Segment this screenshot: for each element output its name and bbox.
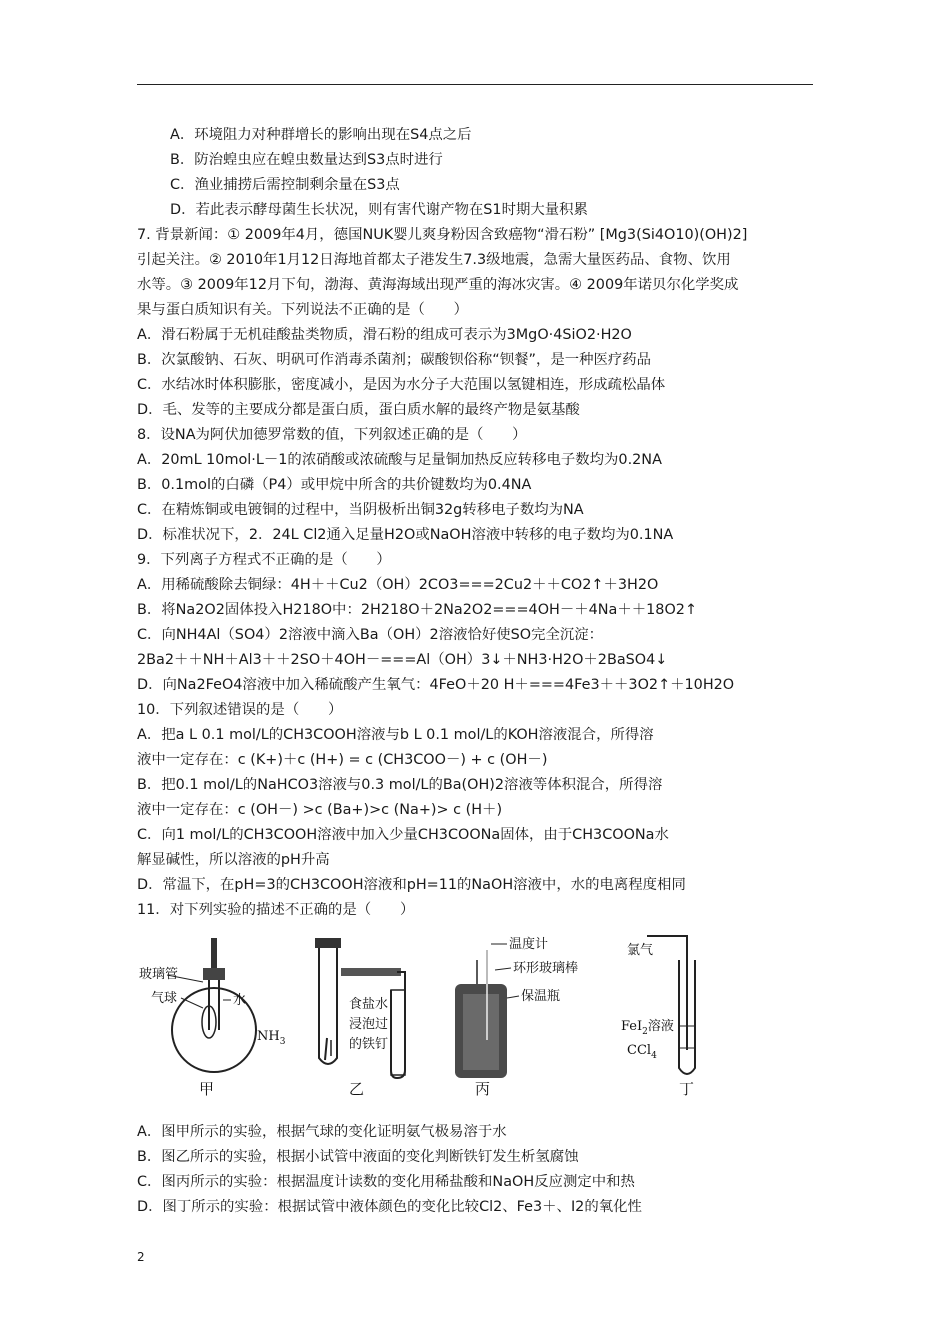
caption-ding: 丁 <box>679 1080 695 1098</box>
figure-yi <box>297 930 427 1100</box>
iron-nail-icon <box>325 1038 327 1060</box>
option-b: B．图乙所示的实验，根据小试管中液面的变化判断铁钉发生析氢腐蚀 <box>137 1149 579 1165</box>
option-a: A．图甲所示的实验，根据气球的变化证明氨气极易溶于水 <box>137 1124 507 1140</box>
experiment-figures <box>137 930 737 1100</box>
line: B．防治蝗虫应在蝗虫数量达到S3点时进行 <box>170 152 443 168</box>
label-fei2-solution: FeI$_2$溶液 <box>621 1019 674 1037</box>
figure-bing <box>447 930 607 1100</box>
line: 2Ba2＋＋NH＋Al3＋＋2SO＋4OH－===Al（OH）3↓＋NH3·H2O＋2BaSO4↓ <box>137 652 668 668</box>
line: 11．对下列实验的描述不正确的是（ ） <box>137 902 415 918</box>
line: 9．下列离子方程式不正确的是（ ） <box>137 552 391 568</box>
label-iron-nail: 的铁钉 <box>349 1037 389 1052</box>
line: C．向NH4Al（SO4）2溶液中滴入Ba（OH）2溶液恰好使SO完全沉淀： <box>137 627 604 643</box>
line: C．水结冰时体积膨胀，密度减小，是因为水分子大范围以氢键相连，形成疏松晶体 <box>137 377 666 393</box>
line: B．将Na2O2固体投入H218O中：2H218O＋2Na2O2===4OH－＋4Na＋＋18O2↑ <box>137 602 698 618</box>
line: 水等。③ 2009年12月下旬，渤海、黄海海域出现严重的海冰灾害。④ 2009年诺贝尔化学奖成 <box>137 277 739 293</box>
line: 果与蛋白质知识有关。下列说法不正确的是（ ） <box>137 302 468 318</box>
line: 7. 背景新闻：① 2009年4月，德国NUK婴儿爽身粉因含致癌物“滑石粉” [Mg3(Si4O10)(OH)2] <box>137 227 748 243</box>
label-thermos: 保温瓶 <box>521 989 561 1004</box>
line: 引起关注。② 2010年1月12日海地首都太子港发生7.3级地震，急需大量医药品、食物、饮用 <box>137 252 731 268</box>
option-c: C．图丙所示的实验：根据温度计读数的变化用稀盐酸和NaOH反应测定中和热 <box>137 1174 635 1190</box>
label-chlorine: 氯气 <box>627 943 654 958</box>
line: D．若此表示酵母菌生长状况，则有害代谢产物在S1时期大量积累 <box>170 202 588 218</box>
line: A．把a L 0.1 mol/L的CH3COOH溶液与b L 0.1 mol/L的KOH溶液混合，所得溶 <box>137 727 654 743</box>
label-salt-water: 食盐水 <box>349 997 389 1012</box>
label-soaked: 浸泡过 <box>349 1017 389 1032</box>
line: B．次氯酸钠、石灰、明矾可作消毒杀菌剂；碳酸钡俗称“钡餐”，是一种医疗药品 <box>137 352 652 368</box>
line: C．向1 mol/L的CH3COOH溶液中加入少量CH3COONa固体，由于CH3COONa水 <box>137 827 669 843</box>
line: A．20mL 10mol·L－1的浓硝酸或浓硫酸与足量铜加热反应转移电子数均为0.2NA <box>137 452 662 468</box>
figure-jia <box>137 930 287 1100</box>
line: C．渔业捕捞后需控制剩余量在S3点 <box>170 177 400 193</box>
label-balloon: 气球 <box>151 991 178 1006</box>
label-ring-rod: 环形玻璃棒 <box>513 961 579 976</box>
line: D．标准状况下，2．24L Cl2通入足量H2O或NaOH溶液中转移的电子数均为0.1NA <box>137 527 674 543</box>
line: D．常温下，在pH=3的CH3COOH溶液和pH=11的NaOH溶液中，水的电离程度相同 <box>137 877 686 893</box>
line: D．向Na2FeO4溶液中加入稀硫酸产生氧气：4FeO＋20 H＋===4Fe3＋＋3O2↑＋10H2O <box>137 677 735 693</box>
caption-bing: 丙 <box>475 1080 491 1098</box>
label-thermometer: 温度计 <box>509 937 549 952</box>
line: 液中一定存在：c (OH－) >c (Ba+)>c (Na+)> c (H＋) <box>137 802 503 818</box>
header-rule <box>137 84 813 85</box>
page-number: 2 <box>137 1250 145 1264</box>
line: B．把0.1 mol/L的NaHCO3溶液与0.3 mol/L的Ba(OH)2溶液等体积混合，所得溶 <box>137 777 663 793</box>
test-tube-icon <box>319 948 337 1064</box>
caption-yi: 乙 <box>349 1080 365 1098</box>
line: A．环境阻力对种群增长的影响出现在S4点之后 <box>170 127 472 143</box>
line: 液中一定存在：c (K+)＋c (H+) = c (CH3COO－) + c (OH－) <box>137 752 548 768</box>
label-ccl4: CCl$_4$ <box>627 1043 657 1061</box>
line: 8．设NA为阿伏加德罗常数的值，下列叙述正确的是（ ） <box>137 427 527 443</box>
option-d: D．图丁所示的实验：根据试管中液体颜色的变化比较Cl2、Fe3＋、I2的氧化性 <box>137 1199 642 1215</box>
line: D．毛、发等的主要成分都是蛋白质，蛋白质水解的最终产物是氨基酸 <box>137 402 580 418</box>
line: C．在精炼铜或电镀铜的过程中，当阴极析出铜32g转移电子数均为NA <box>137 502 584 518</box>
caption-jia: 甲 <box>199 1080 215 1098</box>
line: 10．下列叙述错误的是（ ） <box>137 702 343 718</box>
line: A．滑石粉属于无机硅酸盐类物质，滑石粉的组成可表示为3MgO·4SiO2·H2O <box>137 327 632 343</box>
label-nh3: $NH_3$ <box>257 1029 286 1047</box>
label-glass-tube: 玻璃管 <box>139 967 179 982</box>
line: 解显碱性，所以溶液的pH升高 <box>137 852 330 868</box>
line: B．0.1mol的白磷（P4）或甲烷中所含的共价键数均为0.4NA <box>137 477 532 493</box>
figure-ding <box>617 930 737 1100</box>
line: A．用稀硫酸除去铜绿：4H＋＋Cu2（OH）2CO3===2Cu2＋＋CO2↑＋3H2O <box>137 577 659 593</box>
label-water: 水 <box>233 993 247 1008</box>
dropper-icon <box>211 938 217 968</box>
